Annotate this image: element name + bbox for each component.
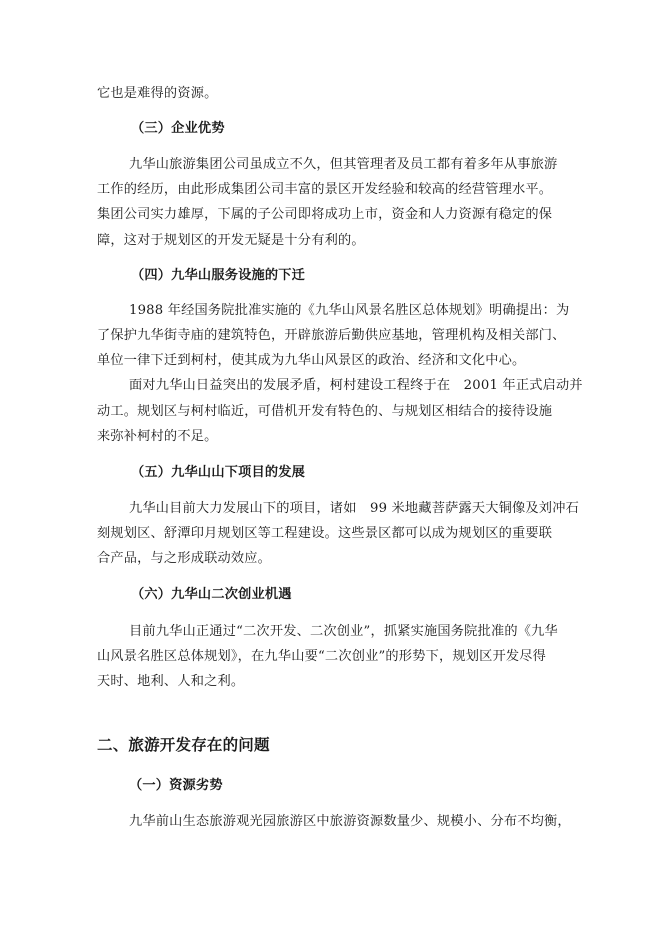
paragraph-line: 集团公司实力雄厚，下属的子公司即将成功上市，资金和人力资源有稳定的保 [97, 207, 553, 222]
paragraph-line: 目前九华山正通过“二次开发、二次创业”，抓紧实施国务院批准的《九华 [129, 624, 558, 639]
paragraph-line: 工作的经历，由此形成集团公司丰富的景区开发经验和较高的经营管理水平。 [97, 182, 553, 197]
paragraph-line: 了保护九华街寺庙的建筑特色，开辟旅游后勤供应基地，管理机构及相关部门、 [97, 328, 566, 343]
paragraph-line: 九华前山生态旅游观光园旅游区中旅游资源数量少、规模小、分布不均衡， [129, 814, 571, 829]
paragraph-line: 九华山旅游集团公司虽成立不久，但其管理者及员工都有着多年从事旅游 [129, 157, 558, 172]
paragraph-line: 1988 年经国务院批准实施的《九华山风景名胜区总体规划》明确提出：为 [129, 303, 570, 318]
paragraph-line: 障，这对于规划区的开发无疑是十分有利的。 [97, 233, 365, 248]
paragraph-line: 动工。规划区与柯村临近，可借机开发有特色的、与规划区相结合的接待设施 [97, 404, 553, 419]
section-heading: （六）九华山二次创业机遇 [131, 587, 292, 602]
paragraph-line: 面对九华山日益突出的发展矛盾，柯村建设工程终于在 2001 年正式启动并 [129, 378, 583, 393]
section-heading: （三）企业优势 [131, 121, 225, 136]
chapter-heading: 二、旅游开发存在的问题 [97, 736, 270, 754]
section-heading: （一）资源劣势 [129, 778, 223, 793]
paragraph-line: 合产品，与之形成联动效应。 [97, 551, 272, 566]
paragraph-line: 天时、地利、人和之利。 [97, 674, 245, 689]
paragraph-line: 它也是难得的资源。 [97, 86, 218, 101]
paragraph-line: 单位一律下迁到柯村，使其成为九华山风景区的政治、经济和文化中心。 [97, 353, 526, 368]
paragraph-line: 九华山目前大力发展山下的项目，诸如 99 米地藏菩萨露天大铜像及刘冲石 [129, 501, 579, 516]
paragraph-line: 来弥补柯村的不足。 [97, 429, 218, 444]
paragraph-line: 山风景名胜区总体规划》，在九华山要“二次创业”的形势下，规划区开发尽得 [97, 649, 547, 664]
paragraph-line: 刻规划区、舒潭印月规划区等工程建设。这些景区都可以成为规划区的重要联 [97, 526, 553, 541]
section-heading: （五）九华山山下项目的发展 [131, 465, 306, 480]
section-heading: （四）九华山服务设施的下迁 [131, 268, 306, 283]
